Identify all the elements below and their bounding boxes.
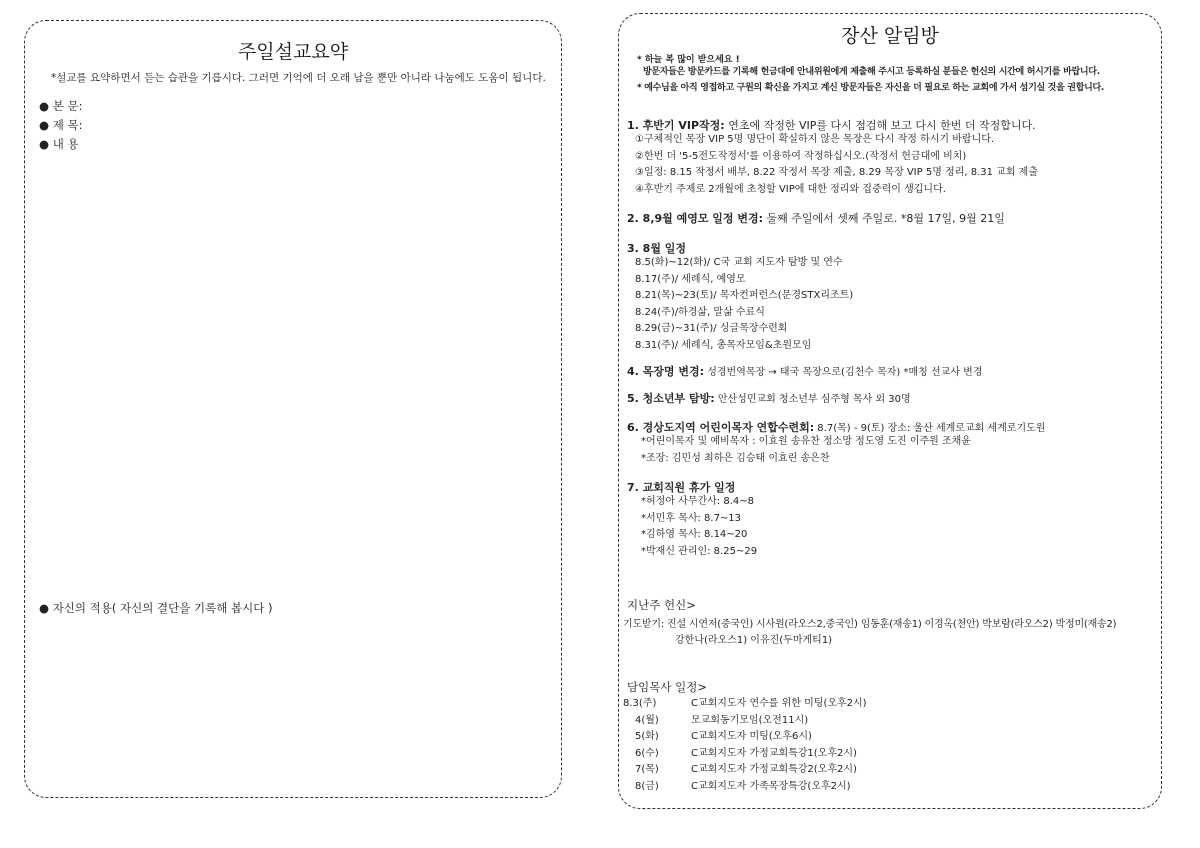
- list-item: *허정아 사무간사: 8.4~8: [641, 496, 754, 507]
- schedule-date: 4(월): [635, 714, 659, 726]
- schedule-date: 8.3(주): [623, 698, 657, 709]
- section-schedule-change: [627, 210, 1005, 226]
- sermon-summary-note: *설교를 요약하면서 듣는 습관을 기릅시다. 그러면 기억에 더 오래 남을 뿐만 아니라 나눔에도 도움이 됩니다.: [51, 72, 546, 84]
- list-item: ④후반기 주제로 2개월에 초청할 VIP에 대한 정리와 집중력이 생깁니다.: [635, 183, 946, 195]
- pastor-schedule-heading: 담임목사 일정>: [627, 680, 707, 694]
- list-item: *박재신 관리인: 8.25~29: [641, 545, 758, 557]
- list-item: 8.24(주)/하경삶, 말삶 수료식: [635, 306, 765, 318]
- offering-line: 기도받기: 진설 시연저(중국인) 시사원(라오스2,중국인) 임동훈(재송1) 이경옥(천안) 박보람(라오스2) 박정미(재송2): [623, 619, 1117, 630]
- list-item: 8.31(주)/ 세례식, 총목자모임&초원모임: [635, 339, 812, 351]
- field-content: ● 내 용: [39, 137, 79, 151]
- section-children-retreat: [627, 419, 1045, 435]
- section-group-rename-head: 4. 목장명 변경:: [627, 365, 705, 378]
- field-application: ● 자신의 적용( 자신의 결단을 기록해 봅시다 ): [39, 601, 273, 615]
- schedule-date: 7(목): [635, 764, 659, 775]
- section-schedule-change-head: 2. 8,9월 예영모 일정 변경:: [627, 212, 764, 225]
- section-august: [627, 240, 686, 256]
- list-item: 8.29(금)~31(주)/ 싱글목장수련회: [635, 323, 788, 334]
- notice-line: * 예수님을 아직 영접하고 구원의 확신을 가지고 계신 방문자들은 자신을 더 필요로 하는 교회에 가서 섬기실 것을 권합니다.: [637, 83, 1105, 93]
- list-item: *서민후 목사: 8.7~13: [641, 512, 742, 524]
- schedule-row: [623, 729, 867, 746]
- schedule-event: C교회지도자 미팅(오후6시): [691, 731, 812, 742]
- schedule-event: C교회지도자 가족목장특강(오후2시): [691, 780, 851, 792]
- section-youth-visit-head: 5. 청소년부 탐방:: [627, 392, 715, 405]
- schedule-date: 6(수): [635, 747, 659, 759]
- section-youth-visit-text: 안산성민교회 청소년부 심주형 목사 외 30명: [714, 394, 911, 405]
- field-title: ● 제 목:: [39, 118, 83, 132]
- schedule-event: C교회지도자 연수를 위한 미팅(오후2시): [691, 698, 867, 709]
- section-children-retreat-head: 6. 경상도지역 어린이목자 연합수련회:: [627, 421, 815, 434]
- section-staff-vacation-head: 7. 교회직원 휴가 일정: [627, 481, 736, 494]
- schedule-row: [623, 746, 867, 763]
- schedule-date: 5(화): [635, 731, 659, 742]
- schedule-row: [623, 713, 867, 730]
- list-item: *어린이목자 및 예비목자 : 이효원 송유찬 정소망 정도영 도진 이주원 조채윤: [641, 436, 971, 447]
- section-youth-visit: [627, 390, 911, 406]
- sermon-summary-panel: [24, 20, 562, 798]
- section-children-retreat-list: [641, 434, 971, 467]
- schedule-row: [623, 696, 867, 713]
- notice-line: * 하늘 복 많이 받으세요 !: [637, 55, 740, 65]
- schedule-row: [623, 762, 867, 779]
- section-vip: [627, 117, 1036, 133]
- church-notice-panel: [618, 13, 1162, 809]
- section-vip-text: 연초에 작정한 VIP를 다시 점검해 보고 다시 한번 더 작정합니다.: [724, 119, 1036, 132]
- schedule-event: 모교회동기모임(오전11시): [691, 714, 809, 726]
- section-group-rename: [627, 363, 982, 379]
- list-item: 8.17(주)/ 세례식, 예영모: [635, 273, 746, 285]
- section-staff-vacation-list: [641, 494, 757, 560]
- list-item: *조장: 김민성 최하은 김승태 이효린 송은찬: [641, 452, 830, 464]
- section-staff-vacation: [627, 479, 735, 495]
- section-group-rename-text: 성경번역목장 → 태국 목장으로(김천수 목자) *매칭 선교사 변경: [704, 367, 983, 378]
- section-vip-head: 1. 후반기 VIP작정:: [627, 119, 725, 132]
- section-august-list: [635, 255, 853, 354]
- section-vip-list: [635, 132, 1038, 198]
- offering-heading: 지난주 헌신>: [627, 598, 696, 612]
- schedule-row: [623, 779, 867, 796]
- schedule-date: 8(금): [635, 780, 659, 792]
- list-item: 8.5(화)~12(화)/ C국 교회 지도자 탐방 및 연수: [635, 257, 843, 268]
- section-august-head: 3. 8월 일정: [627, 242, 687, 255]
- pastor-schedule-list: [623, 696, 867, 795]
- field-scripture: ● 본 문:: [39, 99, 83, 113]
- list-item: ②한번 더 '5-5전도작정서'를 이용하여 작정하십시오.(작정서 헌금대에 비치): [635, 150, 967, 162]
- sermon-summary-title: 주일설교요약: [237, 41, 349, 63]
- section-schedule-change-text: 둘째 주일에서 셋째 주일로. *8월 17일, 9월 21일: [763, 212, 1005, 225]
- list-item: 8.21(목)~23(토)/ 목자컨퍼런스(문경STX리조트): [635, 290, 854, 301]
- offering-line: 강한나(라오스1) 이유진(두마게티1): [675, 635, 833, 646]
- schedule-event: C교회지도자 가정교회특강2(오후2시): [691, 764, 857, 775]
- schedule-event: C교회지도자 가정교회특강1(오후2시): [691, 747, 857, 759]
- list-item: ③일정: 8.15 작정서 배부, 8.22 작정서 목장 제출, 8.29 목장 VIP 5명 정리, 8.31 교회 제출: [635, 167, 1038, 178]
- notice-title: 장산 알림방: [841, 25, 939, 47]
- notice-line: 방문자들은 방문카드를 기록해 헌금대에 안내위원에게 제출해 주시고 등록하실 분들은 헌신의 시간에 허시기를 바랍니다.: [643, 67, 1100, 77]
- list-item: ①구체적인 목장 VIP 5명 명단이 확실하지 않은 목장은 다시 작정 하시기 바랍니다.: [635, 134, 995, 145]
- section-children-retreat-text: 8.7(목) - 9(토) 장소: 울산 세계로교회 세계로기도원: [814, 423, 1046, 434]
- list-item: *김하영 목사: 8.14~20: [641, 529, 748, 540]
